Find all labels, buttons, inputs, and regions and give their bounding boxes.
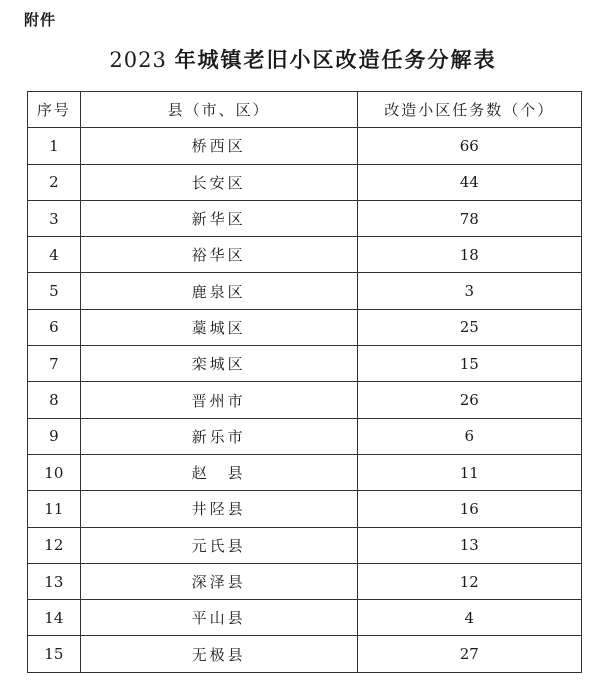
cell-count: 15 bbox=[357, 346, 581, 382]
cell-district: 新乐市 bbox=[80, 418, 357, 454]
task-table bbox=[27, 91, 582, 673]
table-row bbox=[28, 273, 582, 309]
cell-no: 3 bbox=[28, 200, 81, 236]
cell-no: 5 bbox=[28, 273, 81, 309]
cell-district: 赵 县 bbox=[80, 454, 357, 490]
cell-count: 13 bbox=[357, 527, 581, 563]
cell-district: 桥西区 bbox=[80, 128, 357, 164]
cell-district: 裕华区 bbox=[80, 237, 357, 273]
cell-count: 4 bbox=[357, 600, 581, 636]
table-row bbox=[28, 454, 582, 490]
cell-district: 深泽县 bbox=[80, 563, 357, 599]
cell-district: 长安区 bbox=[80, 164, 357, 200]
table-row bbox=[28, 636, 582, 672]
column-header-count: 改造小区任务数（个） bbox=[357, 92, 581, 128]
table-row bbox=[28, 164, 582, 200]
attachment-label: 附件 bbox=[24, 11, 57, 29]
cell-count: 66 bbox=[357, 128, 581, 164]
cell-count: 6 bbox=[357, 418, 581, 454]
table-row bbox=[28, 418, 582, 454]
table-body bbox=[28, 128, 582, 672]
cell-no: 4 bbox=[28, 237, 81, 273]
cell-district: 平山县 bbox=[80, 600, 357, 636]
cell-district: 元氏县 bbox=[80, 527, 357, 563]
cell-count: 12 bbox=[357, 563, 581, 599]
cell-district: 晋州市 bbox=[80, 382, 357, 418]
cell-no: 2 bbox=[28, 164, 81, 200]
cell-no: 13 bbox=[28, 563, 81, 599]
column-header-district: 县（市、区） bbox=[80, 92, 357, 128]
cell-no: 10 bbox=[28, 454, 81, 490]
cell-count: 26 bbox=[357, 382, 581, 418]
table-row bbox=[28, 309, 582, 345]
cell-count: 18 bbox=[357, 237, 581, 273]
table-row bbox=[28, 237, 582, 273]
table-header bbox=[28, 92, 582, 128]
cell-district: 井陉县 bbox=[80, 491, 357, 527]
table-row bbox=[28, 200, 582, 236]
cell-no: 9 bbox=[28, 418, 81, 454]
cell-no: 1 bbox=[28, 128, 81, 164]
cell-district: 新华区 bbox=[80, 200, 357, 236]
title-text: 年城镇老旧小区改造任务分解表 bbox=[174, 48, 497, 72]
cell-count: 44 bbox=[357, 164, 581, 200]
title-year: 2023 bbox=[109, 48, 167, 72]
cell-count: 78 bbox=[357, 200, 581, 236]
cell-district: 无极县 bbox=[80, 636, 357, 672]
cell-district: 鹿泉区 bbox=[80, 273, 357, 309]
cell-no: 12 bbox=[28, 527, 81, 563]
table-row bbox=[28, 600, 582, 636]
document-title bbox=[0, 44, 606, 74]
cell-district: 栾城区 bbox=[80, 346, 357, 382]
cell-count: 16 bbox=[357, 491, 581, 527]
cell-count: 3 bbox=[357, 273, 581, 309]
table-row bbox=[28, 346, 582, 382]
table-row bbox=[28, 491, 582, 527]
column-header-no: 序号 bbox=[28, 92, 81, 128]
table-row bbox=[28, 527, 582, 563]
cell-no: 14 bbox=[28, 600, 81, 636]
cell-count: 27 bbox=[357, 636, 581, 672]
table-row bbox=[28, 128, 582, 164]
cell-count: 25 bbox=[357, 309, 581, 345]
cell-no: 8 bbox=[28, 382, 81, 418]
table-row bbox=[28, 563, 582, 599]
table-header-row bbox=[28, 92, 582, 128]
cell-no: 11 bbox=[28, 491, 81, 527]
table-row bbox=[28, 382, 582, 418]
cell-count: 11 bbox=[357, 454, 581, 490]
cell-no: 6 bbox=[28, 309, 81, 345]
cell-no: 7 bbox=[28, 346, 81, 382]
cell-district: 藁城区 bbox=[80, 309, 357, 345]
cell-no: 15 bbox=[28, 636, 81, 672]
